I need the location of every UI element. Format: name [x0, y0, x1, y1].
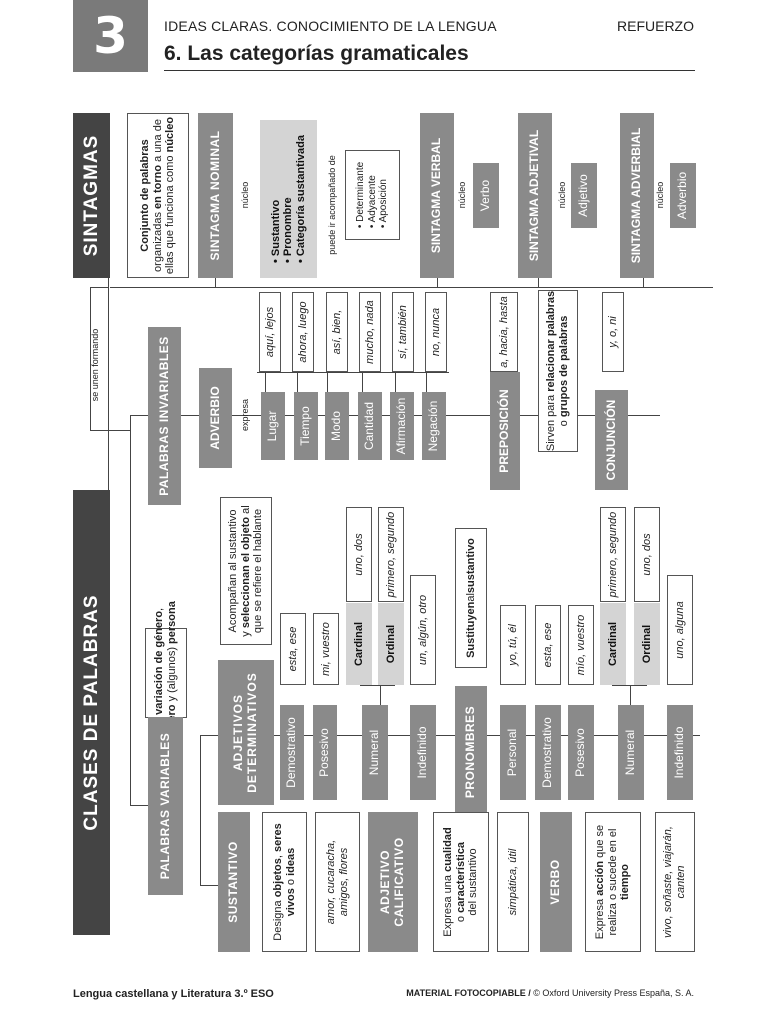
text: , — [271, 852, 284, 859]
personal-ejemplos: yo, tú, él — [500, 605, 526, 685]
adverbio-title: ADVERBIO — [199, 368, 232, 468]
p-posesivo-box: Posesivo — [568, 705, 594, 800]
text: , — [153, 607, 166, 611]
preposicion-title: PREPOSICIÓN — [490, 372, 520, 490]
page-title: 6. Las categorías gramaticales — [164, 42, 469, 65]
text: al — [239, 505, 252, 517]
text: y — [239, 628, 252, 637]
connector — [90, 287, 108, 288]
text: tiempo — [619, 863, 632, 901]
list-item: • Aposición — [378, 162, 390, 228]
text: organizadas — [151, 208, 164, 272]
nucleo-label: núcleo — [556, 181, 567, 209]
list-item: • Determinante — [355, 162, 367, 228]
expresa-label: expresa — [239, 398, 250, 432]
p-ordinal-ejemplos: uno, dos — [634, 507, 660, 602]
acompanado-items — [345, 150, 400, 240]
demostrativo-ejemplos: esta, ese — [280, 613, 306, 685]
text: Conjunto de palabras — [139, 139, 152, 252]
connector — [215, 278, 216, 288]
p-indefinido-ejemplos: uno, alguna — [667, 575, 693, 685]
connector — [265, 372, 266, 392]
adjetivo-box: Adjetivo — [571, 163, 597, 228]
text: objetos — [271, 858, 284, 898]
sustantivo-definition — [262, 812, 307, 952]
text: Designa — [271, 897, 284, 941]
nucleo-label: núcleo — [654, 181, 665, 209]
text: canten — [675, 865, 687, 899]
text: © Oxford University Press España, S. A. — [530, 988, 694, 998]
list-item: • Sustantivo — [270, 135, 283, 263]
puede-label: puede ir acompañado de — [326, 155, 337, 255]
adjetivo-calificativo-title — [368, 812, 418, 952]
palabras-variables: PALABRAS VARIABLES — [148, 717, 183, 895]
connector — [200, 735, 201, 885]
p-numeral-box: Numeral — [618, 705, 644, 800]
connector — [90, 430, 108, 431]
text: del sustantivo — [467, 848, 480, 916]
p-demostrativo-box: Demostrativo — [535, 705, 561, 800]
text: a una de — [151, 119, 164, 165]
footer-right — [406, 988, 694, 998]
pronombres-definition — [455, 528, 487, 668]
text: Acompañan al sustantivo — [227, 509, 240, 633]
numeral-box: Numeral — [362, 705, 388, 800]
sintagmas-definition — [127, 113, 189, 278]
header-subtitle: IDEAS CLARAS. CONOCIMIENTO DE LA LENGUA — [164, 18, 497, 34]
adjdet-definition — [220, 497, 272, 645]
footer-left: Lengua castellana y Literatura 3.º ESO — [73, 988, 274, 1000]
text: realiza o sucede en el — [606, 828, 619, 936]
connector — [612, 685, 647, 686]
text: que se refiere el hablante — [252, 508, 265, 634]
connector — [395, 372, 396, 392]
nominal-items — [260, 120, 317, 278]
ejemplo-cantidad: mucho, nada — [359, 292, 381, 372]
connector — [130, 415, 131, 805]
sintagma-verbal: SINTAGMA VERBAL — [420, 113, 454, 278]
connector — [630, 685, 631, 705]
connector — [180, 415, 660, 416]
sustantivo-ejemplos — [315, 812, 360, 952]
tipo-tiempo: Tiempo — [294, 392, 318, 460]
text: MATERIAL FOTOCOPIABLE / — [406, 988, 531, 998]
ordinal-box: Ordinal — [378, 603, 404, 685]
connector — [643, 278, 644, 288]
text: seres — [271, 823, 284, 853]
connector — [360, 685, 395, 686]
verbo-title: VERBO — [540, 812, 572, 952]
pronombres-title: PRONOMBRES — [455, 686, 487, 818]
conjuncion-ejemplos: y, o, ni — [602, 292, 624, 372]
se-unen-label: se unen formando — [89, 328, 100, 402]
calificativo-ejemplos: simpática, útil — [497, 812, 529, 952]
text: seleccionan el objeto — [239, 516, 252, 629]
tipo-afirmacion: Afirmación — [390, 392, 414, 460]
text: ellas que funciona como — [164, 152, 177, 275]
cardinal-box: Cardinal — [346, 603, 372, 685]
connector — [257, 372, 449, 373]
connector — [327, 372, 328, 392]
nucleo-label: núcleo — [239, 181, 250, 209]
connector — [108, 430, 130, 431]
ordinal-ejemplos: primero, segundo — [378, 507, 404, 602]
clases-title: CLASES DE PALABRAS — [73, 490, 110, 935]
conjuncion-title: CONJUNCIÓN — [595, 390, 628, 490]
text: Sirven para — [545, 391, 558, 452]
ejemplo-lugar: aquí, lejos — [259, 292, 281, 372]
text: sustantivo — [464, 538, 477, 594]
connector — [362, 372, 363, 392]
text: persona — [166, 601, 178, 644]
verbo-definition — [585, 812, 641, 952]
sintagma-adverbial: SINTAGMA ADVERBIAL — [620, 113, 654, 278]
p-cardinal-ejemplos: primero, segundo — [600, 507, 626, 602]
connector — [130, 805, 150, 806]
ejemplo-negacion: no, nunca — [425, 292, 447, 372]
verbo-box: Verbo — [473, 163, 499, 228]
text: Expresa — [594, 895, 607, 940]
connector — [426, 372, 427, 392]
text: vivo, soñaste, viajarán, — [662, 826, 675, 938]
posesivo-box: Posesivo — [313, 705, 337, 800]
p-ordinal-box: Ordinal — [634, 603, 660, 685]
unit-number: 3 — [73, 0, 148, 72]
variables-definition — [145, 601, 187, 718]
connector — [538, 278, 539, 288]
text: amor, cucaracha, — [324, 839, 337, 925]
connector — [297, 372, 298, 392]
ejemplo-tiempo: ahora, luego — [292, 292, 314, 372]
ejemplo-modo: así, bien, — [326, 292, 348, 372]
text: o — [454, 912, 467, 923]
sustantivo-title: SUSTANTIVO — [218, 812, 250, 952]
sirven-definition — [538, 290, 578, 452]
p-indefinido-box: Indefinido — [667, 705, 693, 800]
list-item: • Adyacente — [367, 162, 379, 228]
text: cualidad — [442, 827, 455, 872]
indefinido-box: Indefinido — [410, 705, 436, 800]
adjetivos-determinativos: ADJETIVOS DETERMINATIVOS — [218, 660, 274, 805]
tipo-negacion: Negación — [422, 392, 446, 460]
p-demostrativo-ejemplos: esta, ese — [535, 605, 561, 685]
personal-box: Personal — [500, 705, 526, 800]
text: o — [284, 875, 297, 889]
text: CALIFICATIVO — [392, 837, 406, 927]
tipo-lugar: Lugar — [261, 392, 285, 460]
verbo-ejemplos — [655, 812, 695, 952]
cardinal-ejemplos: uno, dos — [346, 507, 372, 602]
list-item: • Categoría sustantivada — [295, 135, 308, 263]
connector — [108, 278, 109, 508]
text: acción — [594, 860, 607, 896]
text: o — [558, 417, 570, 427]
text: grupos de palabras — [558, 315, 570, 418]
text: que se — [594, 824, 607, 861]
text: Expresa una — [442, 871, 455, 937]
text: al — [464, 593, 477, 602]
p-posesivo-ejemplos: mío, vuestro — [568, 605, 594, 685]
p-cardinal-box: Cardinal — [600, 603, 626, 685]
connector — [380, 685, 381, 705]
sintagma-nominal: SINTAGMA NOMINAL — [198, 113, 233, 278]
text: y (algunos) — [166, 643, 178, 705]
text: núcleo — [164, 116, 177, 153]
text: ADJETIVO — [378, 850, 393, 915]
preposicion-ejemplos: a, hacia, hasta — [490, 292, 518, 372]
adverbio-box: Adverbio — [670, 163, 696, 228]
calificativo-definition — [433, 812, 489, 952]
connector — [110, 287, 713, 288]
connector — [200, 885, 218, 886]
palabras-invariables: PALABRAS INVARIABLES — [148, 327, 181, 505]
text: relacionar palabras — [545, 290, 558, 392]
sintagmas-title: SINTAGMAS — [73, 113, 110, 278]
tipo-modo: Modo — [325, 392, 349, 460]
sintagma-adjetival: SINTAGMA ADJETIVAL — [518, 113, 552, 278]
nucleo-label: núcleo — [456, 181, 467, 209]
header-section: REFUERZO — [617, 18, 694, 34]
tipo-cantidad: Cantidad — [358, 392, 382, 460]
list-item: • Pronombre — [282, 135, 295, 263]
indefinido-ejemplos: un, algún, otro — [410, 575, 436, 685]
header-rule — [164, 70, 695, 71]
text: ideas — [284, 847, 297, 876]
text: vivos — [284, 888, 297, 917]
posesivo-ejemplos: mi, vuestro — [313, 613, 339, 685]
ejemplo-afirmacion: sí, también — [392, 292, 414, 372]
text: Sustituyen — [464, 601, 477, 658]
text: amigos, flores — [337, 847, 350, 917]
text: variación de género — [153, 610, 166, 715]
demostrativo-box: Demostrativo — [280, 705, 304, 800]
connector — [437, 278, 438, 288]
text: en torno — [151, 164, 164, 209]
text: característica — [454, 841, 467, 913]
